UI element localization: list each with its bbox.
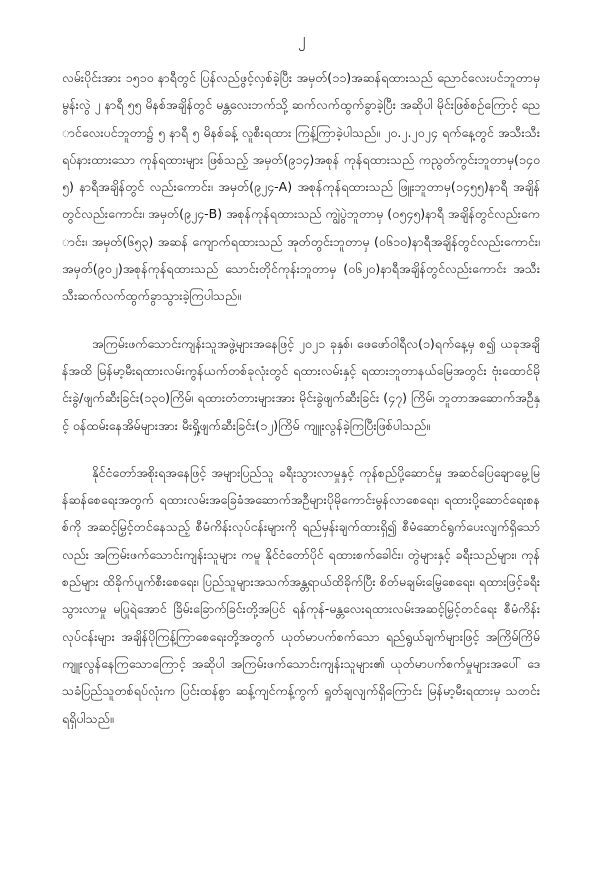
document-body: [62, 64, 540, 752]
paragraph-3: နိုင်ငံတော်အစိုးရအနေဖြင့် အများပြည်သူ ခရီးသွားလာမှုနှင့် ကုန်စည်ပို့ဆောင်မှု အဆင်ပြေချောမွေ့မြန်ဆန်စေရေးအတွက် ရထားလမ်းအခြေခံအဆောက်အဦများပိုမိုကောင်းမွန်လာစေရေး၊ ရထားပို့ဆောင်ရေးစနစ်ကို အဆင့်မြှင့်တင်နေသည့် စီမံကိန်းလုပ်ငန်းများကို ရည်မှန်းချက်ထားရှိ၍ စီမံဆောင်ရွက်ပေးလျက်ရှိသော်လည်း အကြမ်းဖက်သောင်းကျန်းသူများ ကမူ နိုင်ငံတော်ပိုင် ရထားစက်ခေါင်း၊ တွဲများနှင့် ခရီးသည်များ၊ ကုန်စည်များ ထိခိုက်ပျက်စီးစေရေး၊ ပြည်သူများအသက်အန္တရာယ်ထိခိုက်ပြီး စိတ်မချမ်းမြေ့စေရေး၊ ရထားဖြင့်ခရီးသွားလာမှု မပြုရဲအောင် ခြိမ်းခြောက်ခြင်းတို့အပြင် ရန်ကုန်-မန္တလေးရထားလမ်းအဆင့်မြှင့်တင်ရေး စီမံကိန်းလုပ်ငန်းများ အချိန်ပိုကြန့်ကြာစေရေးတို့အတွက် ယုတ်မာပက်စက်သော ရည်ရွယ်ချက်များဖြင့် အကြိမ်ကြိမ်ကျူးလွန်နေကြသောကြောင့် အဆိုပါ အကြမ်းဖက်သောင်းကျန်းသူများ၏ ယုတ်မာပက်စက်မှုများအပေါ် ဒေသခံပြည်သူတစ်ရပ်လုံးက ပြင်းထန်စွာ ဆန့်ကျင်ကန့်ကွက် ရှုတ်ချလျက်ရှိကြောင်း မြန်မာ့မီးရထားမှ သတင်းရရှိပါသည်။: [62, 464, 540, 726]
paragraph-1: လမ်းပိုင်းအား ၁၅၁၀ နာရီတွင် ပြန်လည်ဖွင့်လှစ်ခဲ့ပြီး အမှတ်(၁၁)အဆန်ရထားသည် ညောင်လေးပင်ဘူတာမှ မွန်းလွဲ ၂ နာရီ ၅၅ မိနစ်အချိန်တွင် မန္တလေးဘက်သို့ ဆက်လက်ထွက်ခွာခဲ့ပြီး အဆိုပါ မိုင်းဖြစ်စဉ်ကြောင့် ညောင်လေးပင်ဘူတာ၌ ၅ နာရီ ၅ မိနစ်ခန့် လူစီးရထား ကြန့်ကြာခဲ့ပါသည်။ ၂၀.၂.၂၀၂၄ ရက်နေ့တွင် အသီးသီးရပ်နားထားသော ကုန်ရထားများ ဖြစ်သည့် အမှတ်(၉၁၄)အစုန် ကုန်ရထားသည် ကညွတ်ကွင်းဘူတာမှ(၁၄၀၅) နာရီအချိန်တွင် လည်းကောင်း၊ အမှတ်(၉၂၄-A) အစုန်ကုန်ရထားသည် ဖြူးဘူတာမှ(၁၄၅၅)နာရီ အချိန်တွင်လည်းကောင်း၊ အမှတ်(၉၂၄-B) အစုန်ကုန်ရထားသည် ကျွဲပွဲဘူတာမှ (၀၅၄၅)နာရီ အချိန်တွင်လည်းကောင်း၊ အမှတ်(၆၅၃) အဆန် ကျောက်ရထားသည် အုတ်တွင်းဘူတာမှ (၀၆၁၀)နာရီအချိန်တွင်လည်းကောင်း၊ အမှတ်(၉၀၂)အစုန်ကုန်ရထားသည် သောင်းတိုင်ကုန်းဘူတာမှ (၀၆၂၀)နာရီအချိန်တွင်လည်းကောင်း အသီးသီးဆက်လက်ထွက်ခွာသွားခဲ့ကြပါသည်။: [62, 70, 540, 304]
paragraph-2: အကြမ်းဖက်သောင်းကျန်းသူအဖွဲ့များအနေဖြင့် ၂၀၂၁ ခုနှစ်၊ ဖေဖော်ဝါရီလ(၁)ရက်နေ့မှ စ၍ ယခုအချိန်အထိ မြန်မာ့မီးရထားလမ်းကွန်ယက်တစ်ခုလုံးတွင် ရထားလမ်းနှင့် ရထားဘူတာနယ်မြေအတွင်း ဗုံးထောင်မိုင်းခွဲ/ဖျက်ဆီးခြင်း(၁၃၀)ကြိမ်၊ ရထားတံတားများအား မိုင်းခွဲဖျက်ဆီးခြင်း (၄၇) ကြိမ်၊ ဘူတာအဆောက်အဦနှင့် ဝန်ထမ်းနေအိမ်များအား မီးရှို့ဖျက်ဆီးခြင်း(၁၂)ကြိမ် ကျူးလွန်ခဲ့ကြပြီးဖြစ်ပါသည်။: [62, 335, 540, 433]
page-number: ၂: [297, 30, 306, 48]
